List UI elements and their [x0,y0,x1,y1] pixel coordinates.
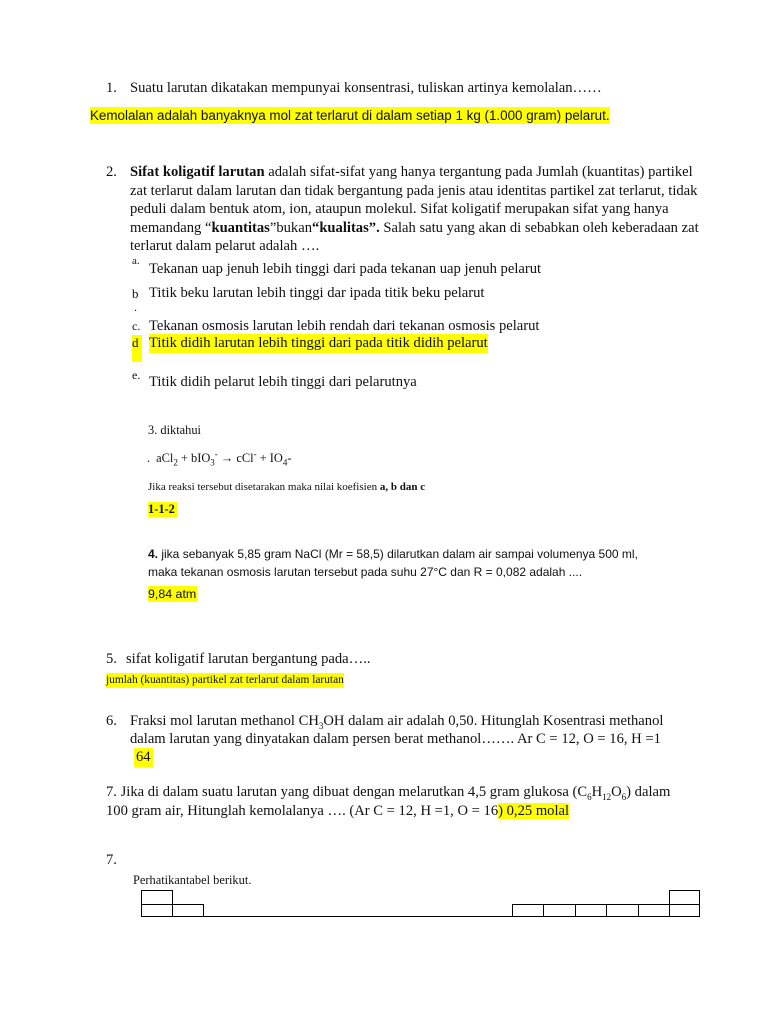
q2-paragraph [130,163,710,256]
q3-eq-lead: . [147,451,151,465]
q3-eq-plus2: + IO [256,451,283,465]
table-cell [575,904,607,917]
q8-number: 7. [106,852,117,868]
q4-answer: 9,84 atm [148,587,197,601]
q6-line-1-sub: 3 [318,720,324,731]
q8-text: Perhatikantabel berikut. [133,873,252,887]
table-cell [543,904,576,917]
q6-line-1 [130,712,663,731]
q2-option-b-letter: b [132,286,139,301]
q5-number: 5. [106,651,117,667]
q5-answer: jumlah (kuantitas) partikel zat terlarut dalam larutan [106,674,344,686]
q7-line-1 [106,783,670,802]
q4-question: jika sebanyak 5,85 gram NaCl (Mr = 58,5) dilarutkan dalam air sampai volumenya 500 ml, maka tekanan osmosis larutan tersebut pada suhu 27°C dan R = 0,082 adalah .... [148,547,638,579]
q1-answer: Kemolalan adalah banyaknya mol zat terlarut di dalam setiap 1 kg (1.000 gram) pelarut. [90,108,610,123]
q3-eq-arrow: → cCl [217,451,254,465]
q3-eq-c-sup: - [253,448,257,459]
table-cell [141,904,173,917]
q7-sub-1: 6 [587,791,592,802]
q3-prompt [148,481,425,493]
q7-mid-2: O [611,784,622,800]
q7-line-2-text: 100 gram air, Hitunglah kemolalanya …. (Ar C = 12, H =1, O = 16 [106,803,499,819]
q6-number: 6. [106,713,117,729]
q2-option-c-text: Tekanan osmosis larutan lebih rendah dari tekanan osmosis pelarut [149,318,540,334]
q3-prompt-text: Jika reaksi tersebut disetarakan maka nilai koefisien [148,481,380,493]
q7-mid-1: H [591,784,603,800]
q3-eq-plus1: + bIO [177,451,211,465]
q7-line-1-b: ) dalam [626,784,671,800]
q7-sub-3: 6 [621,791,627,802]
q2-bold-kuantitas: kuantitas [211,219,270,236]
q2-option-a-text: Tekanan uap jenuh lebih tinggi dari pada tekanan uap jenuh pelarut [149,261,542,277]
q7-line-1-a: 7. Jika di dalam suatu larutan yang dibuat dengan melarutkan 4,5 gram glukosa (C [106,784,588,800]
q2-option-e-letter: e. [132,368,141,382]
q2-option-c-letter: c. [132,319,141,333]
q2-option-b-dot: . [134,300,137,314]
q3-equation [147,448,292,468]
q7-line-2 [106,802,569,821]
q3-eq-d-sub: 4 [282,457,288,468]
table-cell [141,890,173,905]
q2-text-1: adalah sifat-sifat yang hanya tergantung pada Jumlah (kuantitas) partikel zat terlarut dalam larutan dan tidak bergantung pada jenis atau identitas partikel zat terlarut, tidak peduli dalam bentuk atom, ion, ataupun molekul. Sifat koligatif merupakan sifat yang hanya memandang “ [130,164,698,236]
q3-answer: 1-1-2 [148,502,175,516]
q3-eq-tail: - [287,451,292,465]
q3-eq-b-sup: - [214,448,218,459]
q2-option-d-text: Titik didih larutan lebih tinggi dari pada titik didih pelarut [149,335,488,351]
q6-line-2: dalam larutan yang dinyatakan dalam persen berat methanol……. Ar C = 12, O = 16, H =1 [130,731,661,747]
q4-question-block [148,545,648,581]
table-cell [669,890,700,905]
q7-answer: ) 0,25 molal [498,803,570,819]
table-cell [203,904,513,917]
table-cell [512,904,544,917]
q3-eq-b-sub: 3 [210,457,215,468]
q6-answer: 64 [136,749,151,765]
table-cell [172,904,204,917]
q5-question: sifat koligatif larutan bergantung pada….. [126,651,371,667]
table-cell [606,904,639,917]
q6-line-1-b: OH dalam air adalah 0,50. Hitunglah Kosentrasi methanol [323,713,664,729]
q2-option-a-letter: a. [132,255,140,267]
q4-number: 4. [148,547,159,561]
table-cell [638,904,670,917]
q2-bold-kualitas: “kualitas”. [312,219,380,236]
q3-eq-a-sub: 2 [173,457,178,468]
q2-number: 2. [106,164,117,180]
q2-option-e-text: Titik didih pelarut lebih tinggi dari pelarutnya [149,374,417,390]
q6-line-1-a: Fraksi mol larutan methanol CH [130,713,319,729]
q2-option-d-letter: d [132,335,142,362]
q3-prompt-bold: a, b dan c [379,481,426,493]
q1-question: Suatu larutan dikatakan mempunyai konsentrasi, tuliskan artinya kemolalan…… [130,80,602,96]
q2-option-b-text: Titik beku larutan lebih tinggi dar ipada titik beku pelarut [149,285,485,301]
q2-text-3: Salah satu yang akan di sebabkan oleh keberadaan zat terlarut dalam pelarut adalah …. [130,219,699,254]
q2-text-2: ”bukan [269,219,313,236]
table-cell [669,904,700,917]
q2-term: Sifat koligatif larutan [130,164,265,180]
q7-sub-2: 12 [602,791,612,802]
q3-eq-a: aCl [156,451,174,465]
q3-header: 3. diktahui [148,423,201,437]
q1-number: 1. [106,80,117,96]
